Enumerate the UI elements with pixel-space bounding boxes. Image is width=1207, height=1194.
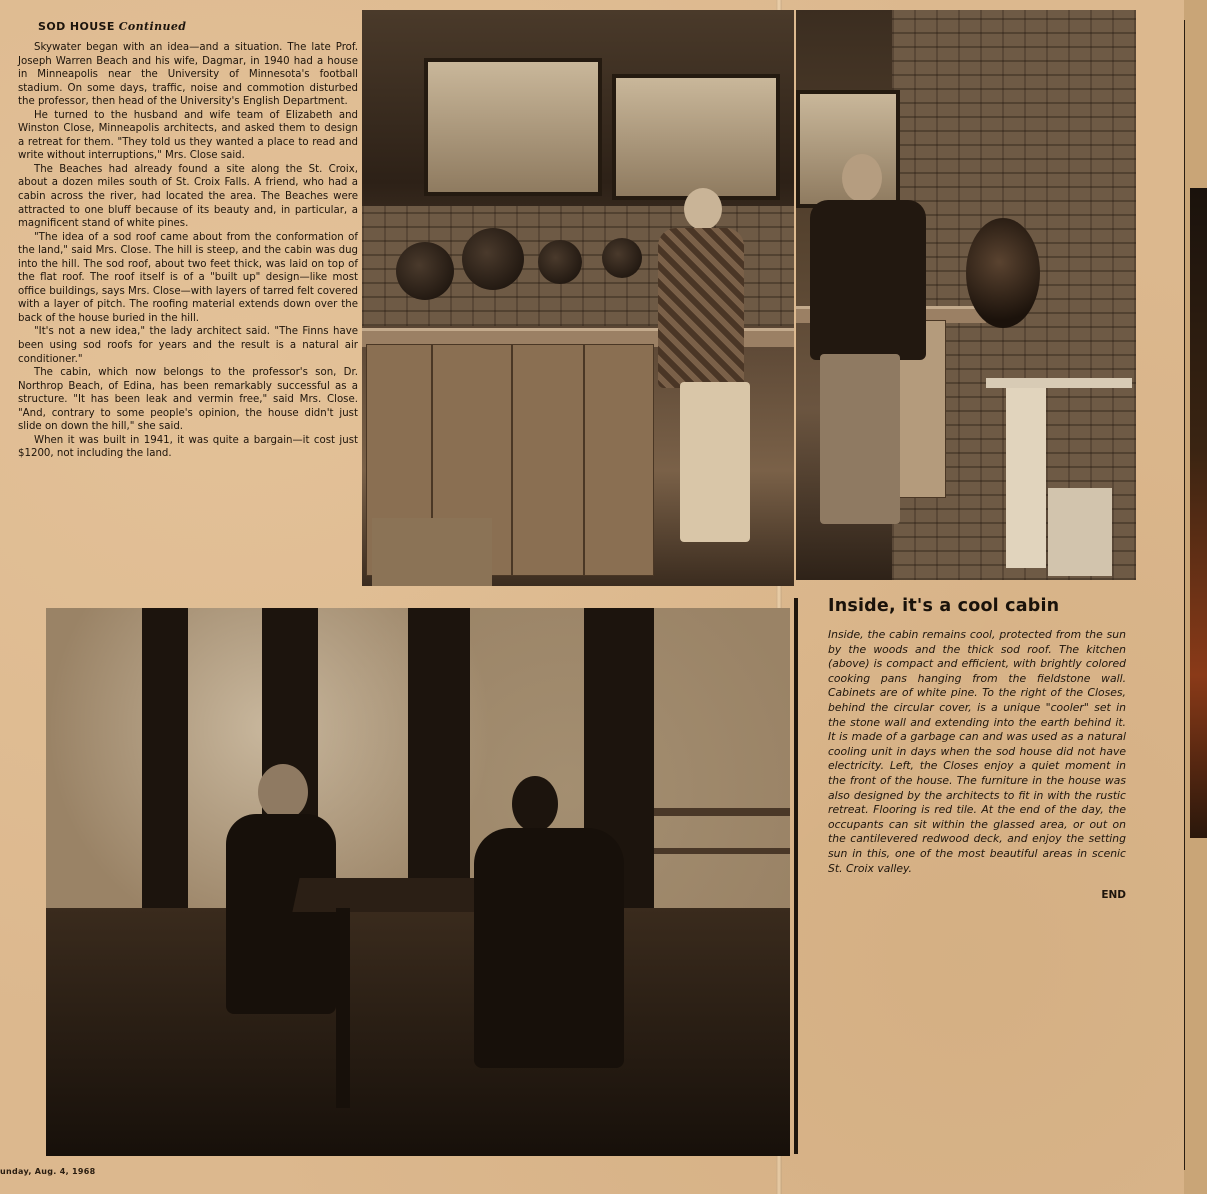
kitchen-photo-left <box>362 10 794 586</box>
article-paragraph: When it was built in 1941, it was quite a bargain—it cost just $1200, not including the land. <box>18 434 358 460</box>
porch-floor <box>46 908 790 1156</box>
adjacent-page-edge <box>1184 0 1207 1194</box>
adjacent-photo-edge <box>1190 188 1207 838</box>
caption-text: Inside, the cabin remains cool, protected from the sun by the woods and the thick sod roof. The kitchen (above) is compact and efficient, with brightly colored cooking pans hanging from the fieldstone wall. Cabinets are of white pine. To the right of the Closes, behind the circular cover, is a unique "cooler" set in the stone wall and extending into the earth behind it. It is made of a garbage can and was used as a natural cooling unit in days when the sod house did not have electricity. Left, the Closes enjoy a quiet moment in the front of the house. The furniture in the house was also designed by the architects to fit in with the rustic retreat. Flooring is red tile. At the end of the day, the occupants can sit within the glassed area, or out on the cantilevered redwood deck, and enjoy the setting sun in this, one of the most beautiful areas in scenic St. Croix valley. <box>828 628 1126 875</box>
photo-caption <box>828 596 1126 903</box>
table-leg <box>336 908 350 1108</box>
article-paragraph: He turned to the husband and wife team of Elizabeth and Winston Close, Minneapolis architects, and asked them to design a retreat for them. "They told us they wanted a place to read and write without interruptions," Mrs. Close said. <box>18 109 358 162</box>
cooking-pan <box>602 238 642 278</box>
man-dark-shirt <box>810 200 926 360</box>
wicker-stool <box>372 518 492 586</box>
cooking-pan <box>538 240 582 284</box>
man-trousers <box>820 354 900 524</box>
deck-railing <box>654 808 790 816</box>
table-leg <box>1006 388 1046 568</box>
column-rule <box>1184 20 1185 1170</box>
woman-silhouette-head <box>258 764 308 820</box>
continued-label: Continued <box>118 20 187 33</box>
bucket <box>1048 488 1112 576</box>
woman-silhouette <box>226 814 336 1014</box>
porch-photo <box>46 608 790 1156</box>
porch-post <box>408 608 470 908</box>
woman-head <box>684 188 722 230</box>
article-paragraph: The cabin, which now belongs to the professor's son, Dr. Northrop Beach, of Edina, has been remarkably successful as a structure. "It has been leak and vermin free," said Mrs. Close. "And, contrary to some people's opinion, the house didn't just slide on down the hill," she said. <box>18 367 358 433</box>
man-silhouette <box>474 828 624 1068</box>
pine-cabinet <box>584 344 654 576</box>
kitchen-window <box>612 74 780 200</box>
article-paragraph: "It's not a new idea," the lady architect said. "The Finns have been using sod roofs for years and the result is a natural air conditioner." <box>18 326 358 365</box>
deck-railing <box>654 848 790 854</box>
caption-heading: Inside, it's a cool cabin <box>828 596 1060 616</box>
kitchen-window <box>424 58 602 196</box>
woman-plaid-jacket <box>658 228 744 388</box>
cooler-cover <box>966 218 1040 328</box>
section-title: SOD HOUSE <box>38 20 115 33</box>
caption-rule <box>794 598 798 1154</box>
end-mark: END <box>1101 889 1126 902</box>
kitchen-photo-right <box>796 10 1136 580</box>
article-paragraph: "The idea of a sod roof came about from the conformation of the land," said Mrs. Close. The hill is steep, and the cabin was dug into the hill. The sod roof, about two feet thick, was laid on top of the flat roof. The roof itself is of a "built up" design—like most office buildings, says Mrs. Close—with layers of tarred felt covered with a layer of pitch. The roofing material extends down over the back of the house buried in the hill. <box>18 231 358 324</box>
article-column <box>18 20 358 461</box>
cooking-pan <box>462 228 524 290</box>
woman-light-trousers <box>680 382 750 542</box>
article-header <box>38 20 358 33</box>
side-table <box>986 378 1132 388</box>
man-silhouette-head <box>512 776 558 832</box>
pine-cabinet <box>512 344 584 576</box>
man-head <box>842 154 882 202</box>
article-paragraph: The Beaches had already found a site along the St. Croix, about a dozen miles south of St. Croix Falls. A friend, who had a cabin across the river, had located the area. The Beaches were attracted to one bluff because of its beauty and, in particular, a magnificent stand of white pines. <box>18 163 358 230</box>
cooking-pan <box>396 242 454 300</box>
article-body <box>18 41 358 461</box>
article-paragraph: Skywater began with an idea—and a situation. The late Prof. Joseph Warren Beach and his wife, Dagmar, in 1940 had a house in Minneapolis near the University of Minnesota's football stadium. On some days, traffic, noise and commotion disturbed the professor, then head of the University's English Department. <box>18 42 358 108</box>
page-dateline: unday, Aug. 4, 1968 <box>0 1167 96 1176</box>
